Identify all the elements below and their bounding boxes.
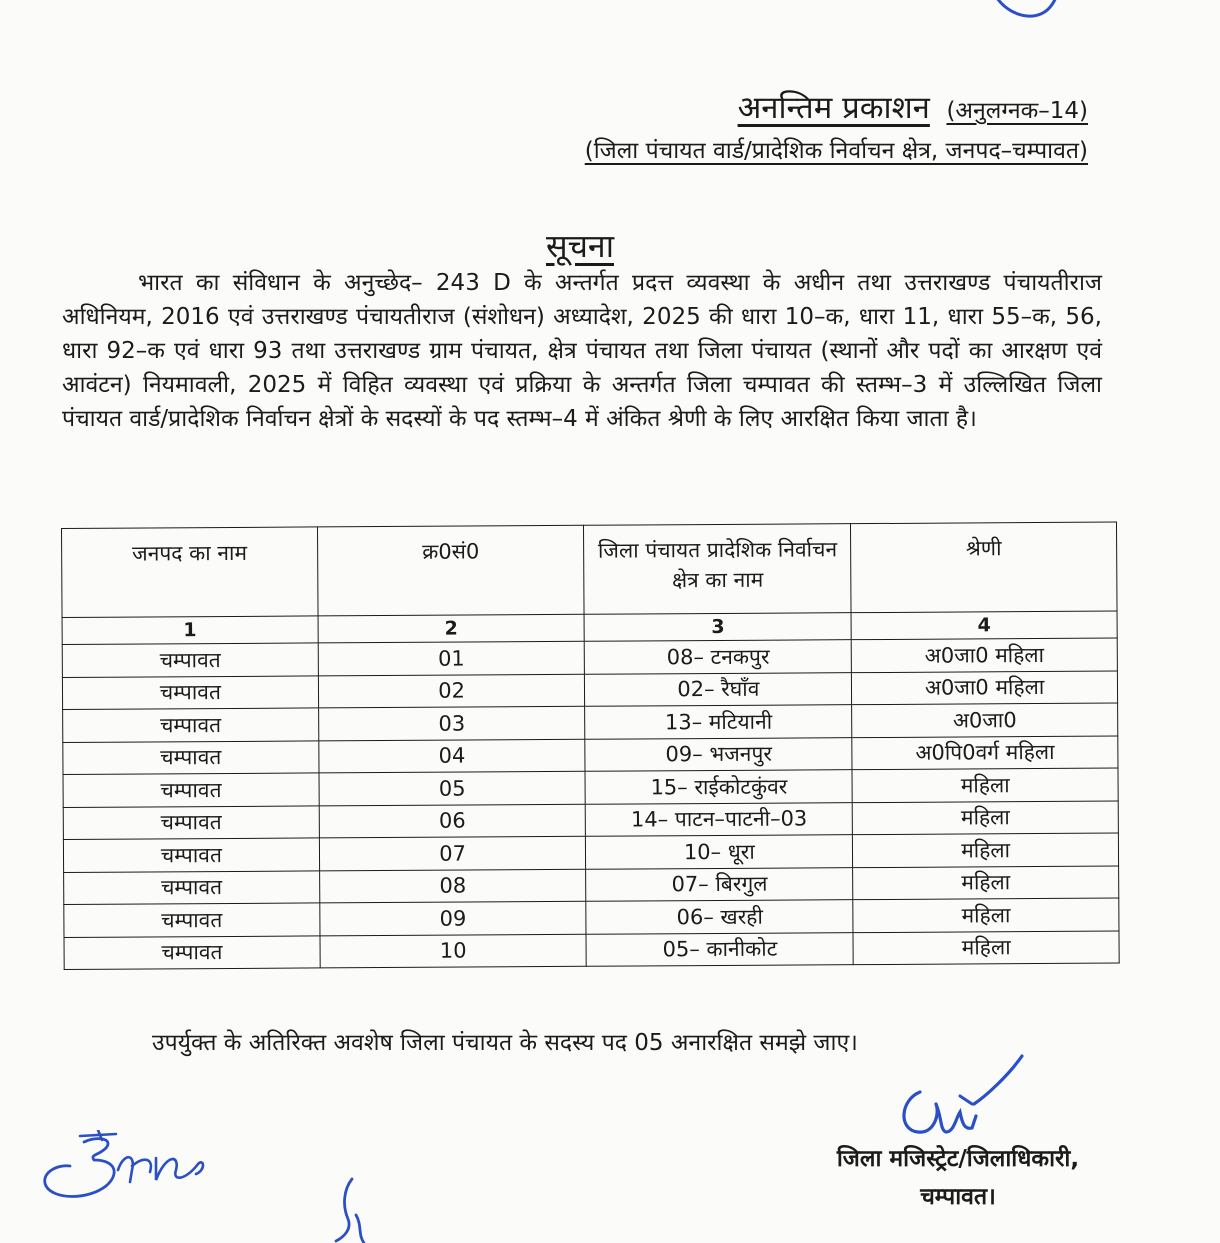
initial-signature-mark — [36, 1130, 216, 1210]
header-district: जनपद का नाम — [62, 527, 318, 618]
category-cell: अ0जा0 महिला — [852, 671, 1118, 705]
table-row — [64, 931, 1119, 970]
district-cell: चम्पावत — [64, 903, 320, 937]
district-cell: चम्पावत — [62, 675, 318, 709]
header-category: श्रेणी — [851, 522, 1117, 613]
notice-body: भारत का संविधान के अनुच्छेद– 243 D के अन्तर्गत प्रदत्त व्यवस्था के अधीन तथा उत्तराखण्ड पंचायतीराज अधिनियम, 2016 एवं उत्तराखण्ड पंचायतीराज (संशोधन) अध्यादेश, 2025 की धारा 10–क, धारा 11, धारा 55–क, 56, धारा 92–क एवं धारा 93 तथा उत्तराखण्ड ग्राम पंचायत, क्षेत्र पंचायत तथा जिला पंचायत (स्थानों और पदों का आरक्षण एवं आवंटन) नियमावली, 2025 में विहित व्यवस्था एवं प्रक्रिया के अन्तर्गत जिला चम्पावत की स्तम्भ–3 में उल्लिखित जिला पंचायत वार्ड/प्रादेशिक निर्वाचन क्षेत्रों के सदस्यों के पद स्तम्भ–4 में अंकित श्रेणी के लिए आरक्षित किया जाता है। — [62, 270, 1102, 432]
district-cell: चम्पावत — [64, 870, 320, 904]
constituency-cell: 02– रैघाँव — [585, 672, 852, 706]
reservation-table — [61, 522, 1120, 970]
category-cell: महिला — [853, 866, 1119, 900]
district-cell: चम्पावत — [63, 740, 319, 774]
district-cell: चम्पावत — [63, 838, 319, 872]
constituency-cell: 09– भजनपुर — [585, 737, 852, 771]
serial-cell: 06 — [319, 804, 586, 838]
constituency-cell: 08– टनकपुर — [585, 640, 852, 674]
category-cell: अ0जा0 — [852, 703, 1118, 737]
serial-cell: 07 — [319, 836, 586, 870]
constituency-cell: 15– राईकोटकुंवर — [585, 770, 852, 804]
column-number: 4 — [851, 611, 1117, 640]
official-seal-icon — [985, 0, 1063, 20]
table-body — [62, 611, 1119, 969]
signature-mark — [890, 1052, 1030, 1147]
constituency-cell: 05– कानीकोट — [586, 932, 853, 966]
category-cell: अ0पि0वर्ग महिला — [852, 736, 1118, 770]
table-header-row — [62, 522, 1118, 617]
district-cell: चम्पावत — [63, 773, 319, 807]
signatory-designation: जिला मजिस्ट्रेट/जिलाधिकारी, — [836, 1146, 1080, 1172]
column-number: 3 — [584, 613, 851, 642]
annexure-label: (अनुलग्नक–14) — [946, 98, 1088, 124]
constituency-cell: 14– पाटन–पाटनी–03 — [586, 802, 853, 836]
bottom-signature-fragment — [322, 1175, 382, 1243]
serial-cell: 02 — [318, 674, 585, 708]
constituency-cell: 07– बिरगुल — [586, 867, 853, 901]
category-cell: अ0जा0 महिला — [851, 638, 1117, 672]
category-cell: महिला — [853, 898, 1119, 932]
constituency-cell: 13– मटियानी — [585, 705, 852, 739]
header-title-line — [738, 86, 1088, 128]
signatory-location: चम्पावत। — [920, 1184, 996, 1210]
header-serial: क्र0सं0 — [317, 525, 584, 616]
serial-cell: 03 — [318, 706, 585, 740]
constituency-cell: 10– धूरा — [586, 835, 853, 869]
district-cell: चम्पावत — [63, 708, 319, 742]
serial-cell: 05 — [319, 771, 586, 805]
district-cell: चम्पावत — [64, 935, 320, 969]
serial-cell: 10 — [320, 934, 587, 968]
category-cell: महिला — [853, 833, 1119, 867]
constituency-cell: 06– खरही — [586, 900, 853, 934]
category-cell: महिला — [852, 801, 1118, 835]
district-cell: चम्पावत — [62, 643, 318, 677]
signatory-block — [808, 1140, 1108, 1216]
header-constituency: जिला पंचायत प्रादेशिक निर्वाचन क्षेत्र का नाम — [584, 524, 851, 615]
notice-title: सूचना — [545, 227, 614, 265]
page-title: अनन्तिम प्रकाशन — [737, 90, 930, 126]
category-cell: महिला — [853, 931, 1119, 965]
column-number: 2 — [318, 614, 585, 643]
header-subtitle: (जिला पंचायत वार्ड/प्रादेशिक निर्वाचन क्षेत्र, जनपद–चम्पावत) — [584, 138, 1088, 164]
district-cell: चम्पावत — [63, 805, 319, 839]
serial-cell: 08 — [319, 869, 586, 903]
serial-cell: 04 — [319, 739, 586, 773]
column-number: 1 — [62, 616, 318, 645]
serial-cell: 01 — [318, 641, 585, 675]
category-cell: महिला — [852, 768, 1118, 802]
serial-cell: 09 — [320, 901, 587, 935]
closing-statement: उपर्युक्त के अतिरिक्त अवशेष जिला पंचायत के सदस्य पद 05 अनारक्षित समझे जाए। — [152, 1030, 858, 1056]
